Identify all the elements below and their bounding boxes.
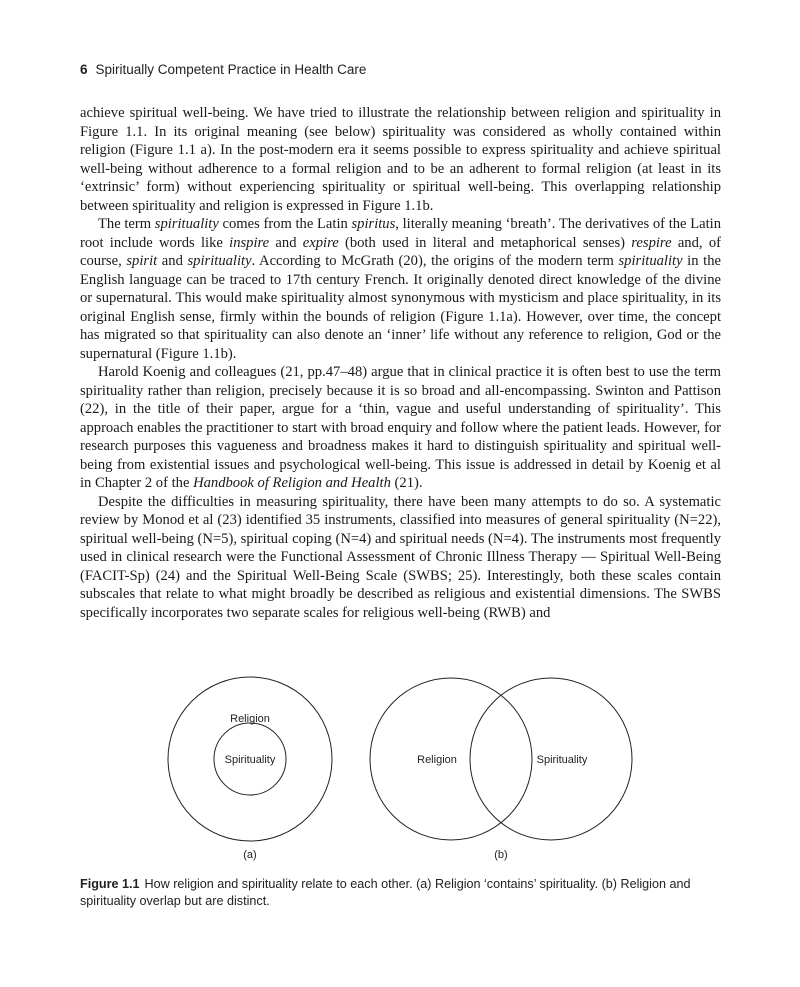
running-title: Spiritually Competent Practice in Health Care (95, 62, 367, 77)
italic-term: spirituality (154, 216, 219, 232)
text-run: and, of course, (80, 234, 721, 269)
panel-a (168, 677, 332, 861)
caption-text: How religion and spirituality relate to each other. (a) Religion ‘contains’ spirituality. (b) Religion and spirituality overlap but are distinct. (80, 877, 691, 908)
body-text (80, 104, 721, 622)
italic-term: spirituality (187, 253, 252, 269)
caption-label: Figure 1.1 (80, 877, 140, 891)
figure-diagram (160, 680, 640, 860)
text-run: and (157, 253, 188, 269)
italic-term: spirit (126, 253, 158, 269)
body-paragraph (80, 363, 721, 493)
text-run: in the English language can be traced to 17th century French. It originally denoted direct knowledge of the divine or supernatural. This would make spirituality almost synonymous with mysticism and place spirituality, in its original English sense, firmly within the bounds of religion (Figure 1.1a). However, over time, the concept has migrated so that spirituality can also denote an ‘inner’ life without any reference to religion, God or the supernatural (Figure 1.1b). (80, 253, 721, 362)
text-run: comes from the Latin (218, 216, 352, 232)
text-run: Harold Koenig and colleagues (21, pp.47–48) argue that in clinical practice it is often best to use the term spirituality rather than religion, precisely because it is so broad and all-encompassing. Swinton and Pattison (22), in the title of their paper, argue for a ‘thin, vague and useful understanding of spirituality’. This approach enables the practitioner to start with broad enquiry and follow where the patient leads. However, for research purposes this vagueness and broadness makes it hard to distinguish spirituality and spiritual well-being from existential issues and psychological well-being. This issue is addressed in detail by Koenig et al in Chapter 2 of the (80, 364, 721, 491)
text-run: . According to McGrath (20), the origins of the modern term (251, 253, 619, 269)
italic-term: spiritus (351, 216, 396, 232)
text-run: , literally meaning ‘breath’. The derivatives of the Latin root include words like (80, 216, 721, 251)
text-run: (21). (390, 475, 423, 491)
body-paragraph (80, 104, 721, 215)
panel-a-religion-label: Religion (230, 713, 270, 725)
body-paragraph (80, 493, 721, 623)
figure-caption (80, 876, 721, 910)
text-run: Despite the difficulties in measuring spirituality, there have been many attempts to do so. A systematic review by Monod et al (23) identified 35 instruments, classified into measures of general spirituality (N=22), spiritual well-being (N=5), spiritual coping (N=4) and spiritual needs (N=4). The instruments most frequently used in clinical research were the Functional Assessment of Chronic Illness Therapy — Spiritual Well-Being (FACIT-Sp) (24) and the Spiritual Well-Being Scale (SWBS; 25). Interestingly, both these scales contain subscales that relate to what might broadly be described as religious and existential dimensions. The SWBS specifically incorporates two separate scales for religious well-being (RWB) and (80, 493, 721, 621)
text-run: (both used in literal and metaphorical senses) (338, 234, 632, 251)
body-paragraph (80, 215, 721, 363)
panel-a-spirituality-label: Spirituality (224, 754, 276, 766)
panel-b-label: (b) (494, 849, 508, 861)
text-run: The term (98, 216, 155, 232)
figure-1-1 (160, 680, 640, 860)
italic-term: inspire (229, 234, 270, 251)
text-run: and (269, 234, 303, 251)
italic-term: respire (631, 234, 672, 251)
italic-term: expire (302, 234, 339, 251)
page-number: 6 (80, 62, 88, 77)
italic-term: Handbook of Religion and Health (193, 475, 391, 491)
italic-term: spirituality (618, 253, 683, 269)
panel-b (370, 678, 632, 861)
panel-b-religion-label: Religion (417, 754, 457, 766)
panel-b-spirituality-label: Spirituality (536, 754, 588, 766)
panel-a-label: (a) (243, 849, 257, 861)
running-header (80, 62, 366, 82)
text-run: achieve spiritual well-being. We have tried to illustrate the relationship between religion and spirituality in Figure 1.1. In its original meaning (see below) spirituality was considered as wholly contained within religion (Figure 1.1 a). In the post-modern era it seems possible to express spirituality and achieve spiritual well-being without adherence to a formal religion and to be an adherent to formal religion (at least in its ‘extrinsic’ form) without experiencing spirituality or spiritual well-being. This overlapping relationship between spirituality and religion is expressed in Figure 1.1b. (80, 105, 721, 214)
